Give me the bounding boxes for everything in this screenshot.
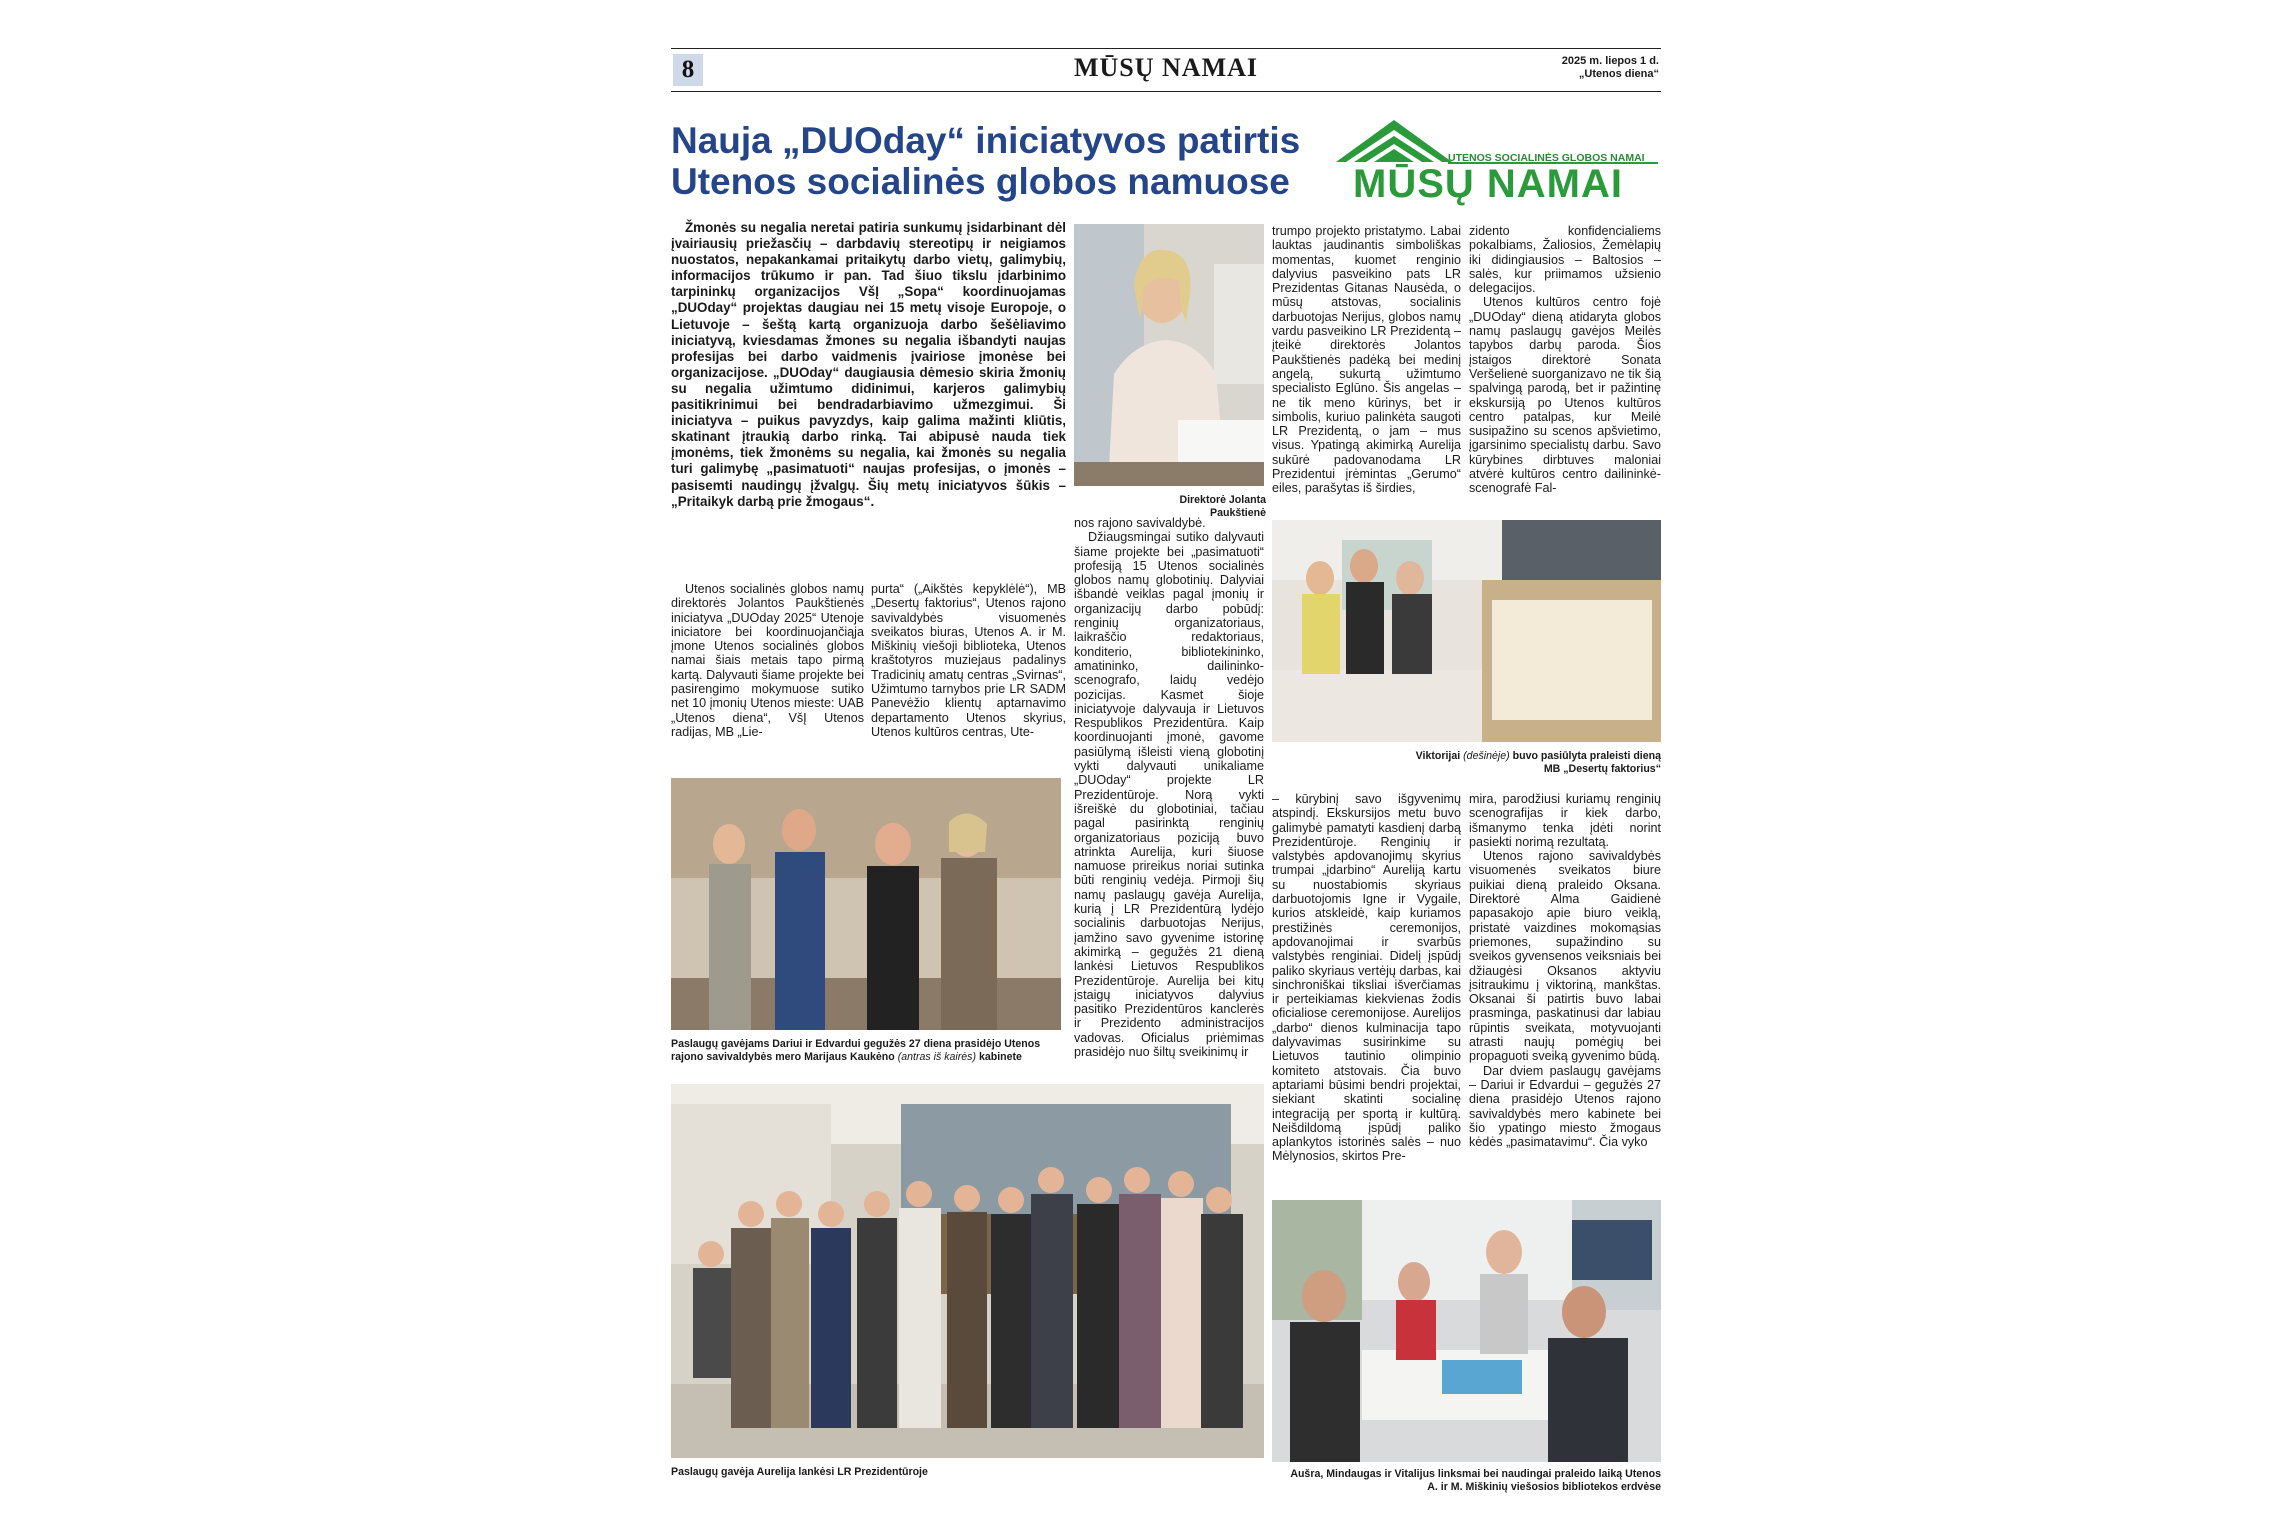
page-header [671, 48, 1661, 92]
caption-text: A. ir M. Miškinių viešosios bibliotekos erdvėse [1427, 1481, 1661, 1493]
paragraph: mira, parodžiusi kuriamų renginių scenografijas ir kiek darbo, išmanymo tenka įdėti norint pasiekti norimą rezultatą. [1469, 792, 1661, 849]
text-column-1 [671, 582, 864, 739]
caption-text: MB „Desertų faktorius“ [1543, 763, 1661, 775]
text-column-5 [1469, 224, 1661, 496]
page-number: 8 [673, 54, 703, 86]
text-column-2 [871, 582, 1066, 739]
paragraph: zidento konfidencialiems pokalbiams, Žaliosios, Žemėlapių iki didingiausios – Baltosios – salės, kur priimamos užsienio delegacijos. [1469, 224, 1661, 296]
director-photo [1074, 224, 1264, 486]
caption-text: rajono savivaldybės mero Marijaus Kaukėno [671, 1051, 895, 1063]
logo-name: MŪSŲ NAMAI [1353, 162, 1623, 206]
bakery-caption [1272, 750, 1661, 776]
presidency-caption: Paslaugų gavėja Aurelija lankėsi LR Prezidentūroje [671, 1466, 928, 1478]
paragraph: Utenos rajono savivaldybės visuomenės sveikatos biure puikiai dieną praleido Oksana. Direktorė Alma Gaidienė papasakojo apie biuro veiklą, pristatė vaizdines mokomąsias priemones, supažindino su sveikos gyvensenos veiksniais bei džiaugėsi Oksanos aktyviu įsitraukimu į viktoriną, mankštas. Oksanai ši patirtis buvo labai prasminga, paskatinusi dar labiau rūpintis sveikata, motyvuojanti atrasti naujų pomėgių bei propaguoti sveiką gyvenimo būdą. [1469, 849, 1661, 1064]
caption-text: buvo pasiūlyta praleisti dieną [1512, 750, 1661, 762]
text-column-7 [1469, 792, 1661, 1149]
text-column-4 [1272, 224, 1461, 496]
logo-subtitle: UTENOS SOCIALINĖS GLOBOS NAMAI [1448, 152, 1645, 164]
paragraph: Džiaugsmingai sutiko dalyvauti šiame projekte bei „pasimatuoti“ profesiją 15 Utenos socialinės globos namų globotinių. Dalyviai išbandė veiklas pagal įmonių ir organizacijų darbo pobūdį: renginių organizatoriaus, laikraščio redaktoriaus, konditerio, bibliotekininko, amatininko, dailininko-scenografo, laidų vedėjo pozicijas. Kasmet šioje iniciatyvoje dalyvauja ir Lietuvos Respublikos Prezidentūra. Kaip koordinuojanti įmonė, gavome pasiūlymą išleisti vieną globotinį vykti dalyvauti unikaliame „DUOday“ projekte LR Prezidentūroje. Norą vykti išreiškė du globotiniai, tačiau pagal pasirinktą renginių organizatoriaus poziciją buvo atrinkta Aurelija, kuri šiuose namuose prireikus noriai sutinka būti renginių vedėja. Pirmoji šių namų paslaugų gavėja Aurelija, kurią į LR Prezidentūrą lydėjo socialinis darbuotojas Nerijus, įamžino savo gyvenime istorinę akimirką – gegužės 21 dieną lankėsi Lietuvos Respublikos Prezidentūroje. Aurelija bei kitų įstaigų iniciatyvos dalyvius pasitiko Prezidentūros kanclerės ir Prezidento administracijos vadovas. Oficialus priėmimas prasidėjo nuo šiltų sveikinimų ir [1074, 530, 1264, 1059]
article-lead: Žmonės su negalia neretai patiria sunkumų įsidarbinant dėl įvairiausių priežasčių – darbdavių stereotipų ir neigiamos nuostatos, nepakankamai pritaikytų darbo vietų, galimybių, informacijos trūkumo ir pan. Tad šiuo tikslu įdarbinimo tarpininkų organizacijos VšĮ „Sopa“ koordinuojamas „DUOday“ projektas daugiau nei 15 metų visoje Europoje, o Lietuvoje – šeštą kartą organizuoja darbo šešėliavimo iniciatyvą, kviesdamas žmones su negalia išbandyti naujas profesijas bei darbo vaidmenis įvairiose įmonėse bei organizacijose. „DUOday“ daugiausia dėmesio skiria žmonių su negalia užimtumo didinimui, karjeros galimybių pasitikrinimui bei bendradarbiavimo užmezgimui. Ši iniciatyva – puikus pavyzdys, kaip galima mažinti kliūtis, skatinant įtraukią darbo rinką. Tai abipusė nauda tiek įmonėms, tiek žmonėms su negalia, kai žmonės su negalia turi galimybę „pasimatuoti“ naujas profesijas, o įmonės – pasisemti naudingų įžvalgų. Šių metų iniciatyvos šūkis – „Pritaikyk darbą prie žmogaus“. [671, 220, 1066, 509]
library-caption [1272, 1468, 1661, 1494]
library-photo [1272, 1200, 1661, 1462]
title-line-1: Nauja „DUOday“ iniciatyvos patirtis [671, 120, 1301, 161]
director-caption: Direktorė Jolanta Paukštienė [1179, 494, 1266, 519]
text-column-6 [1272, 792, 1461, 1164]
caption-name: Viktorijai [1415, 750, 1461, 762]
mayor-office-photo [671, 778, 1061, 1030]
caption-text: Aušra, Mindaugas ir Vitalijus linksmai bei naudingai praleido laiką Utenos [1290, 1468, 1661, 1480]
caption-text: kabinete [978, 1051, 1022, 1063]
caption-text: Paslaugų gavėjams Dariui ir Edvardui gegužės 27 diena prasidėjo Utenos [671, 1038, 1041, 1050]
title-line-2: Utenos socialinės globos namuose [671, 161, 1290, 202]
issue-date: 2025 m. liepos 1 d. [1561, 55, 1659, 67]
caption-note: (antras iš kairės) [897, 1051, 976, 1063]
bakery-photo [1272, 520, 1661, 742]
paragraph: Utenos socialinės globos namų direktorės Jolantos Paukštienės iniciatyva „DUOday 2025“ Utenoje iniciatore bei koordinuojančiąja įmone Utenos socialinės globos namai šiais metais tapo pirmą kartą. Dalyvauti šiame projekte bei pasirengimo mokymuose sutiko net 10 įmonių Utenos mieste: UAB „Utenos diena“, VšĮ Utenos radijas, MB „Lie- [671, 582, 864, 739]
section-name: MŪSŲ NAMAI [1073, 53, 1259, 82]
paragraph: trumpo projekto pristatymo. Labai lauktas jaudinantis simboliškas momentas, kuomet renginio dalyvius pasveikino pats LR Prezidentas Gitanas Nausėda, o mūsų atstovas, socialinis darbuotojas Nerijus, globos namų vardu pasveikino LR Prezidentą – įteikė direktorės Jolantos Paukštienės padėką bei medinį angelą, sukurtą užimtumo specialisto Eglūno. Šis angelas – ne tik meno kūrinys, bet ir simbolis, kuriuo palinkėta saugoti LR Prezidentą, o jam – mus visus. Ypatingą akimirką Aurelija sukūrė padovanodama LR Prezidentui įrėmintas „Gerumo“ eiles, parašytas iš širdies, [1272, 224, 1461, 496]
paragraph: Dar dviem paslaugų gavėjams – Dariui ir Edvardui – gegužės 27 diena prasidėjo Utenos rajono savivaldybės mero kabinete bei šio ypatingo miesto žmogaus kėdės „pasimatavimu“. Čia vyko [1469, 1063, 1661, 1150]
article-title [671, 120, 1361, 202]
newspaper-page [671, 48, 1661, 1493]
paragraph: nos rajono savivaldybė. [1074, 516, 1206, 530]
text-column-3 [1074, 516, 1264, 1059]
paragraph: Utenos kultūros centro fojė „DUOday“ dieną atidaryta globos namų paslaugų gavėjos Meilės tapybos darbų paroda. Šios įstaigos direktorė Sonata Veršelienė suorganizavo ne tik šią spalvingą parodą, bet ir pažintinę ekskursiją po Utenos kultūros centro patalpas, kur Meilė susipažino su scenos apšvietimo, įgarsinimo specialistų darbu. Savo kūrybines dirbtuves maloniai atvėrė kultūros centro dailininkė-scenografė Fal- [1469, 295, 1661, 496]
issue-info [1562, 55, 1659, 81]
paragraph: purta“ („Aikštės kepyklėlė“), MB „Desertų faktorius“, Utenos rajono savivaldybės visuomenės sveikatos biuras, Utenos A. ir M. Miškinių viešoji biblioteka, Utenos kraštotyros muziejaus padalinys Tradicinių amatų centras „Svirnas“, Užimtumo tarnybos prie LR SADM Panevėžio klientų aptarnavimo departamento Utenos skyrius, Utenos kultūros centras, Ute- [871, 582, 1066, 739]
paragraph: – kūrybinį savo išgyvenimų atspindį. Ekskursijos metu buvo galimybė pamatyti kasdienį darbą Prezidentūroje. Renginių ir valstybės apdovanojimų skyrius trumpai „įdarbino“ Aureliją kartu su nuostabiomis skyriaus darbuotojomis Igne ir Vygaile, kurios atskleidė, kaip kuriamos prestižinės ceremonijos, apdovanojimai ir svarbūs valstybės renginiai. Didelį įspūdį paliko skyriaus vertėjų darbas, kai sinchroniškai tiksliai išverčiamas ir perteikiamas kiekvienas žodis oficialiose ceremonijose. Aurelijos „darbo“ dienos kulminacija tapo dalyvavimas susirinkime su Lietuvos tautinio olimpinio komiteto atstovais. Čia buvo aptariami būsimi bendri projektai, siekiant skatinti socialinę integraciją per sportą ir kultūrą. Neišdildomą įspūdį paliko aplankytos istorinės salės – nuo Mėlynosios, skirtos Pre- [1272, 792, 1461, 1164]
presidency-photo [671, 1084, 1264, 1458]
mayor-caption [671, 1038, 1066, 1064]
caption-note: (dešinėje) [1463, 750, 1510, 762]
institution-logo [1336, 116, 1661, 212]
publication-name: „Utenos diena“ [1578, 68, 1659, 80]
